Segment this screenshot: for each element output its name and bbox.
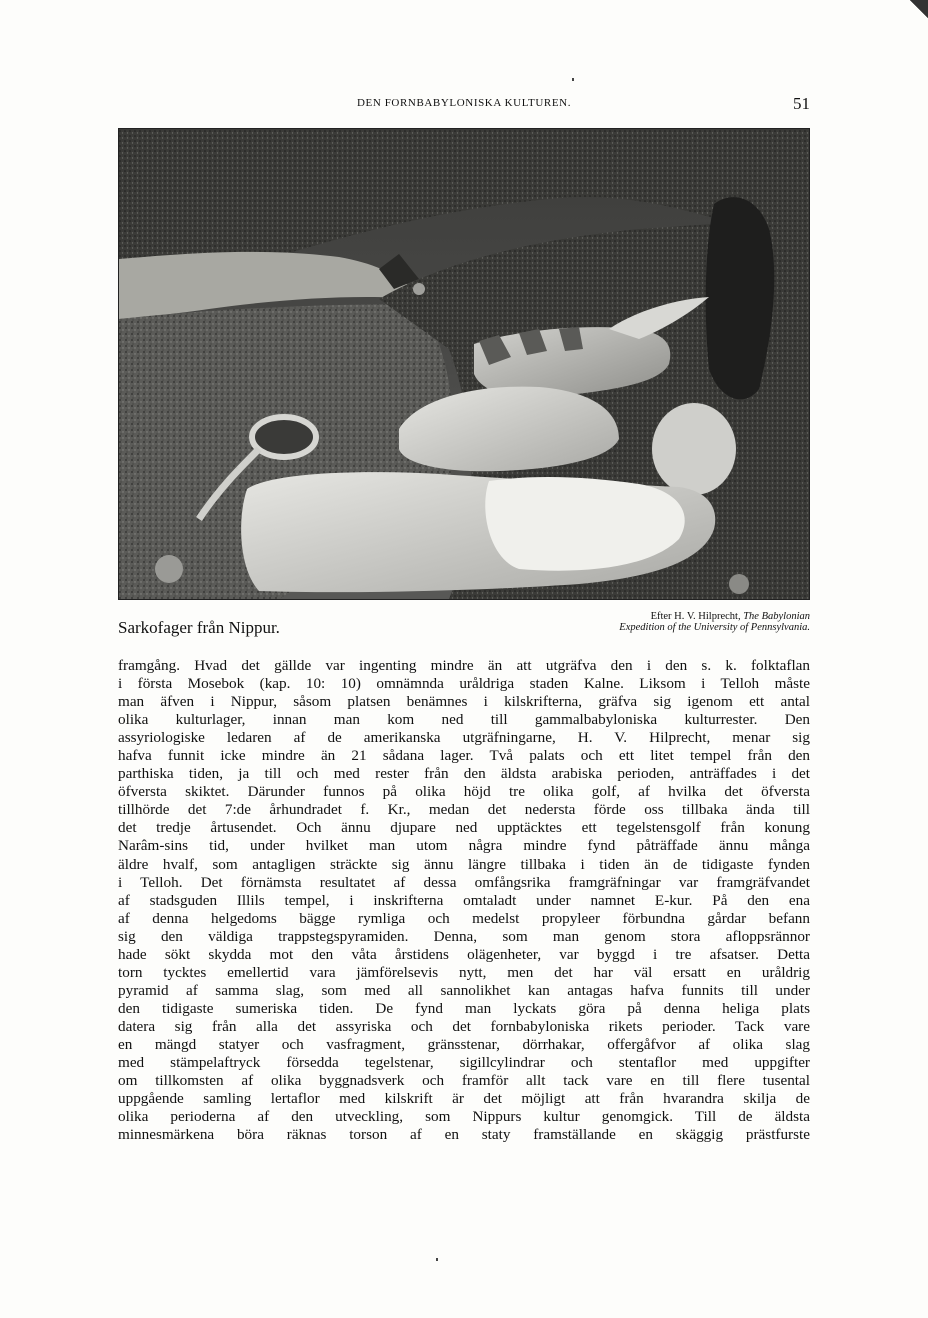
text-line: olika kulturlager, innan man kom ned till gammalbabyloniska kulturrester. Den — [118, 711, 810, 729]
text-line: parthiska tiden, ja till och med rester från den äldsta arabiska perioden, anträffades i det — [118, 765, 810, 783]
text-line: den tidigaste sumeriska tiden. De fynd man lyckats göra på denna heliga plats — [118, 999, 810, 1017]
credit-prefix: Efter H. V. Hilprecht, — [650, 611, 744, 622]
body-paragraph — [118, 657, 810, 1144]
text-line: i Telloh. Det förnämsta resultatet af dessa omfångsrika framgräfningar var framgräfvandet — [118, 873, 810, 891]
running-header — [118, 95, 810, 115]
text-line: hafva funnit icke mindre än 21 sådana lager. Två palats och ett litet tempel från den — [118, 747, 810, 765]
page-corner-mark — [908, 0, 928, 20]
text-line: uppgående samling lertaflor med kilskrift är det möjligt att från hvarandra skilja de — [118, 1090, 810, 1108]
text-line: pyramid af samma slag, som med all sannolikhet kan antagas hafva funnits till under — [118, 981, 810, 999]
photograph-sarcophagi — [118, 128, 810, 600]
text-line: datera sig från alla det assyriska och det fornbabyloniska rikets perioder. Tack vare — [118, 1017, 810, 1035]
text-line: tillhörde det 7:de århundradet f. Kr., medan det nedersta förde oss tillbaka ända till — [118, 801, 810, 819]
paper-speck — [572, 78, 574, 81]
text-line: öfversta skiktet. Därunder funnos på olika höjd tre olika golf, af hvilka det öfversta — [118, 783, 810, 801]
credit-title-part1: The Babylonian — [743, 611, 810, 622]
text-line: om tillkomsten af olika byggnadsverk och framför allt tack vare en till flere tusental — [118, 1072, 810, 1090]
text-line: af denna helgedoms bägge rymliga och medelst propyleer förbundna gårdar befann — [118, 909, 810, 927]
text-line: assyriologiske ledaren af de amerikanska utgräfningarne, H. V. Hilprecht, menar sig — [118, 729, 810, 747]
paper-speck — [436, 1258, 438, 1261]
text-line: det tredje årtusendet. Och ännu djupare ned upptäcktes ett tegelstensgolf från konung — [118, 819, 810, 837]
text-line: en mängd statyer och vasfragment, gränsstenar, dörrhakar, offergåfvor af olika slag — [118, 1035, 810, 1053]
text-line: man äfven i Nippur, såsom platsen benämnes i kilskrifterna, gräfva sig igenom ett antal — [118, 693, 810, 711]
text-line: sig den väldiga trappstegspyramiden. Denna, som man genom stora afloppsrännor — [118, 927, 810, 945]
text-line: minnesmärkena böra räknas torson af en staty framställande en skäggig prästfurste — [118, 1126, 810, 1144]
text-line: af stadsguden Illils tempel, i inskrifterna omtaladt under namnet E-kur. På den ena — [118, 891, 810, 909]
figure-credit — [520, 611, 810, 633]
text-line: med stämpelaftryck försedda tegelstenar, sigillcylindrar och stentaflor med uppgifter — [118, 1054, 810, 1072]
text-line: äldre hvalf, som antagligen sträckte sig ännu längre tillbaka i tiden än de tidigaste fynden — [118, 855, 810, 873]
text-line: torn tycktes emellertid vara jämförelsevis nytt, men det har väl ersatt en uråldrig — [118, 963, 810, 981]
credit-title-part2: Expedition of the University of Pennsylvania. — [619, 622, 810, 633]
photo-illustration — [119, 129, 809, 599]
figure-caption: Sarkofager från Nippur. — [118, 618, 280, 637]
text-line: Narâm-sins tid, under hvilket man utom några mindre fynd påträffade ännu många — [118, 837, 810, 855]
page-number: 51 — [793, 94, 810, 113]
running-title: DEN FORNBABYLONISKA KULTUREN. — [356, 97, 572, 109]
text-line: framgång. Hvad det gällde var ingenting mindre än att utgräfva den i den s. k. folktaflan — [118, 657, 810, 674]
text-line: olika perioderna af den utveckling, som Nippurs kultur genomgick. Till de äldsta — [118, 1108, 810, 1126]
text-line: i första Mosebok (kap. 10: 10) omnämnda uråldriga staden Kalne. Liksom i Telloh måste — [118, 675, 810, 693]
text-line: hade sökt skydda mot den våta årstidens olägenheter, var byggd i tre afsatser. Detta — [118, 945, 810, 963]
